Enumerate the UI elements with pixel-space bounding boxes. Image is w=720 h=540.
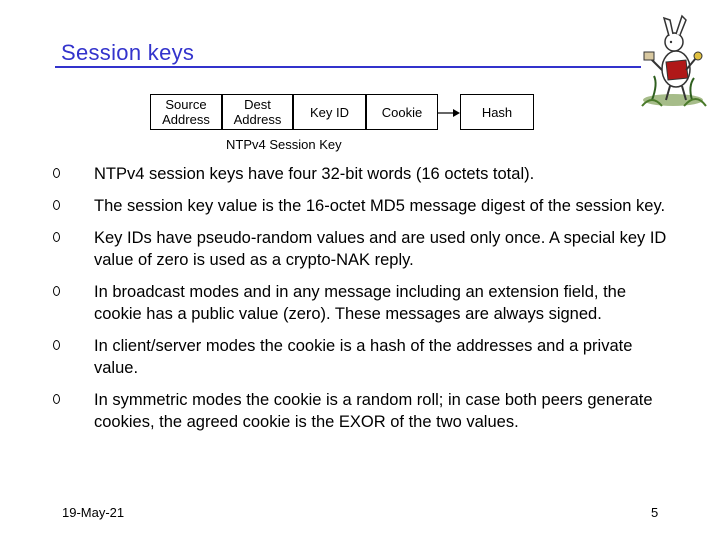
bullet-item [53,163,673,185]
title-underline [55,66,641,68]
diagram-caption: NTPv4 Session Key [226,137,342,152]
session-key-diagram [150,94,535,154]
white-rabbit-illustration [632,14,714,110]
bullet-circle-icon [53,200,60,210]
bullet-list [53,163,673,443]
dest-address-field: Dest Address [222,94,293,130]
bullet-item [53,281,673,325]
bullet-circle-icon [53,168,60,178]
bullet-item [53,335,673,379]
bullet-text: In client/server modes the cookie is a hash of the addresses and a private value. [94,337,633,377]
bullet-item [53,227,673,271]
bullet-item [53,195,673,217]
cookie-field: Cookie [366,94,438,130]
slide-title: Session keys [61,40,195,65]
bullet-text: NTPv4 session keys have four 32-bit words (16 octets total). [94,165,535,183]
page-number: 5 [651,505,659,520]
bullet-circle-icon [53,394,60,404]
bullet-circle-icon [53,286,60,296]
bullet-circle-icon [53,340,60,350]
footer-date: 19-May-21 [62,505,125,520]
source-address-field: Source Address [150,94,222,130]
bullet-text: In broadcast modes and in any message including an extension field, the cookie has a public value (zero). These messages are always signed. [94,283,627,323]
hash-box: Hash [460,94,534,130]
bullet-text: The session key value is the 16-octet MD5 message digest of the session key. [94,197,666,215]
bullet-circle-icon [53,232,60,242]
key-id-field: Key ID [293,94,366,130]
arrow-icon [438,106,460,120]
bullet-text: Key IDs have pseudo-random values and are used only once. A special key ID value of zero is used as a crypto-NAK reply. [94,229,667,269]
bullet-item [53,389,673,433]
bullet-text: In symmetric modes the cookie is a random roll; in case both peers generate cookies, the agreed cookie is the EXOR of the two values. [94,391,653,431]
